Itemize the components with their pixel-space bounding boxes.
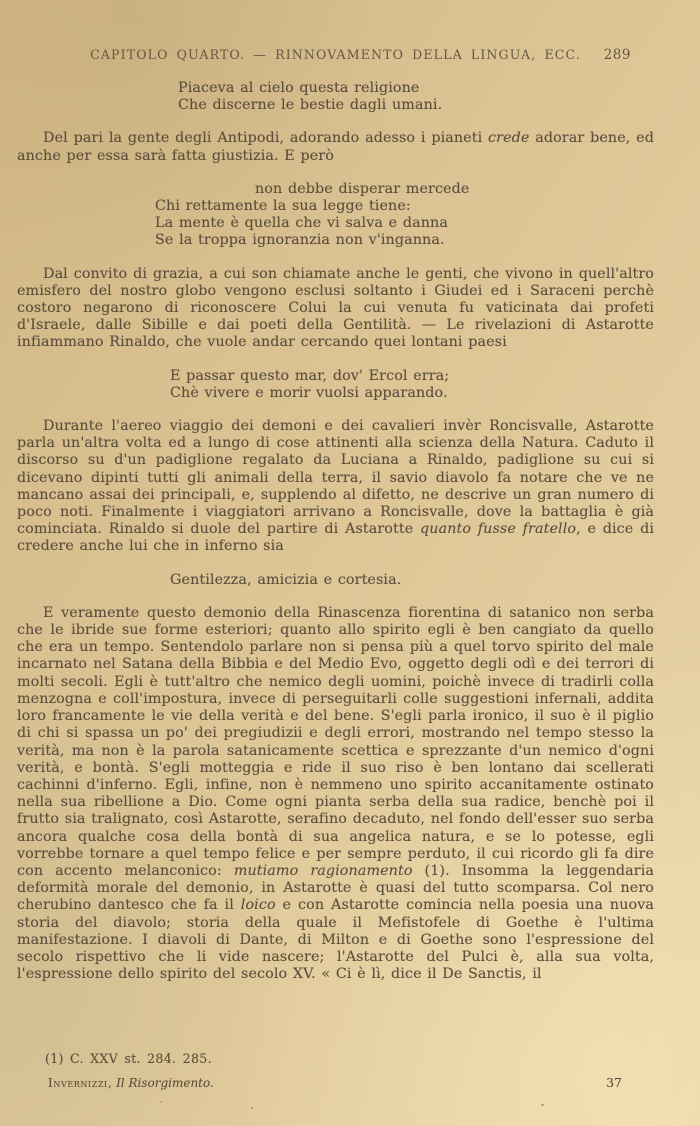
text-segment: Durante l'aereo viaggio dei demoni e dei cavalieri invèr Roncisvalle, Astarotte parla un'altra volta ed a lungo di cose attinenti alla scienza della Natura. Caduto il discorso su d'un padiglione regalato da Luciana a Rinaldo, padiglione su cui si dicevano dipinti tutti gli animali della terra, il savio diavolo fa notare che ve ne mancano assai dei principali, e, supplendo al difetto, ne descrive un gran numero di poco noti. Finalmente i viaggiatori arrivano a Roncisvalle, dove la battaglia è già cominciata. Rinaldo si duole del partire di Astarotte: [17, 418, 654, 538]
paragraph: [17, 130, 654, 164]
paper-speck: [541, 1104, 544, 1106]
author-name: Invernizzi,: [48, 1076, 113, 1090]
footnote: (1) C. XXV st. 284. 285.: [45, 1051, 212, 1066]
sheet-number: 37: [606, 1075, 622, 1090]
verse-line: Gentilezza, amicizia e cortesia.: [170, 571, 402, 588]
page-number: 289: [603, 47, 631, 63]
footer: [48, 1075, 622, 1090]
verse-line: non debbe disperar mercede: [255, 180, 470, 197]
verse-line: Se la troppa ignoranzia non v'inganna.: [155, 232, 445, 249]
paragraph: [17, 266, 654, 352]
paragraph: [17, 418, 654, 556]
verse-block: [170, 572, 654, 589]
verse-line: Chi rettamente la sua legge tiene:: [155, 198, 411, 215]
printer-signature: [48, 1076, 214, 1090]
verse-line: Chè vivere e morir vuolsi apparando.: [170, 384, 448, 401]
chapter-header: CAPITOLO QUARTO. — RINNOVAMENTO DELLA LINGUA, ECC.: [90, 47, 581, 62]
verse-line: La mente è quella che vi salva e danna: [155, 215, 448, 232]
italic-text: crede: [488, 130, 530, 147]
paragraph: [17, 605, 654, 983]
text-segment: E veramente questo demonio della Rinascenza fiorentina di satanico non serba che le ibride sue forme esteriori; quanto allo spirito egli è ben cangiato da quello che era un tempo. Sentendolo parlare non si pensa più a quel torvo spirito del male incarnato nel Satana della Bibbia e del Medio Evo, oggetto degli odì e dei terrori di molti secoli. Egli è tutt'altro che nemico degli uomini, poichè invece di tradirli colla menzogna e coll'impostura, invece di perseguitarli colle suggestioni infernali, addita loro francamente le vie della verità e del bene. S'egli parla ironico, il suo è il piglio di chi si spassa un po' dei pregiudizii e degli errori, mostrando nel tempo stesso la verità, ma non è la parola satanicamente scettica e sprezzante d'un nemico d'ogni verità, e bontà. S'egli motteggia e ride il suo riso è ben lontano dai scellerati cachinni d'inferno. Egli, infine, non è nemmeno uno spirito accanitamente ostinato nella sua ribellione a Dio. Come ogni pianta serba della sua radice, benchè poi il frutto sia tralignato, così Astarotte, serafino decaduto, nel fondo dell'esser suo serba ancora qualche cosa della bontà di sua angelica natura, e se lo potesse, egli vorrebbe tornare a quel tempo felice e per sempre perduto, il cui ricordo gli fa dire con accento melanconico:: [17, 604, 654, 879]
text-segment: , e dice di credere anche lui che in inferno sia: [17, 521, 655, 555]
text-segment: Del pari la gente degli Antipodi, adorando adesso i pianeti: [43, 130, 489, 147]
text-segment: e con Astarotte comincia nella poesia una nuova storia del diavolo; storia della quale il Mefistofele di Goethe è l'ultima manifestazione. I diavoli di Dante, di Milton e di Goethe sono l'espressione del secolo rispettivo che li vide nascere; l'Astarotte del Pulci è, alla sua volta, l'espressione dello spirito del secolo XV. « Ci è lì, dice il De Sanctis, il: [17, 897, 655, 983]
verse-block: [155, 181, 654, 250]
page-content: [17, 80, 654, 983]
text-segment: adorar bene, ed anche per essa sarà fatta giustizia. E però: [17, 130, 654, 164]
running-head: [17, 47, 654, 64]
verse-line: Piaceva al cielo questa religione: [178, 80, 420, 96]
paper-speck: [160, 1101, 162, 1103]
italic-text: quanto fusse fratello: [420, 521, 577, 538]
verse-line: Che discerne le bestie dagli umani.: [178, 97, 443, 114]
italic-text: loico: [240, 897, 276, 914]
verse-block: [178, 80, 654, 114]
italic-text: mutiamo ragionamento: [233, 862, 413, 879]
work-title: Il Risorgimento.: [116, 1076, 214, 1090]
verse-line: E passar questo mar, dov' Ercol erra;: [170, 367, 450, 384]
paper-speck: [251, 1107, 253, 1109]
verse-block: [170, 368, 654, 402]
text-segment: Dal convito di grazia, a cui son chiamate anche le genti, che vivono in quell'altro emisfero del nostro globo vengono esclusi soltanto i Giudei ed i Saraceni perchè costoro negarono di riconoscere Colui la cui venuta fu vaticinata dai profeti d'Israele, dalle Sibille e dai poeti della Gentilità. — Le rivelazioni di Astarotte infiammano Rinaldo, che vuole andar cercando quei lontani paesi: [17, 265, 654, 351]
text-segment: (1). Insomma la leggendaria deformità morale del demonio, in Astarotte è quasi del tutto scomparsa. Col nero cherubino dantesco che fa il: [17, 862, 654, 914]
